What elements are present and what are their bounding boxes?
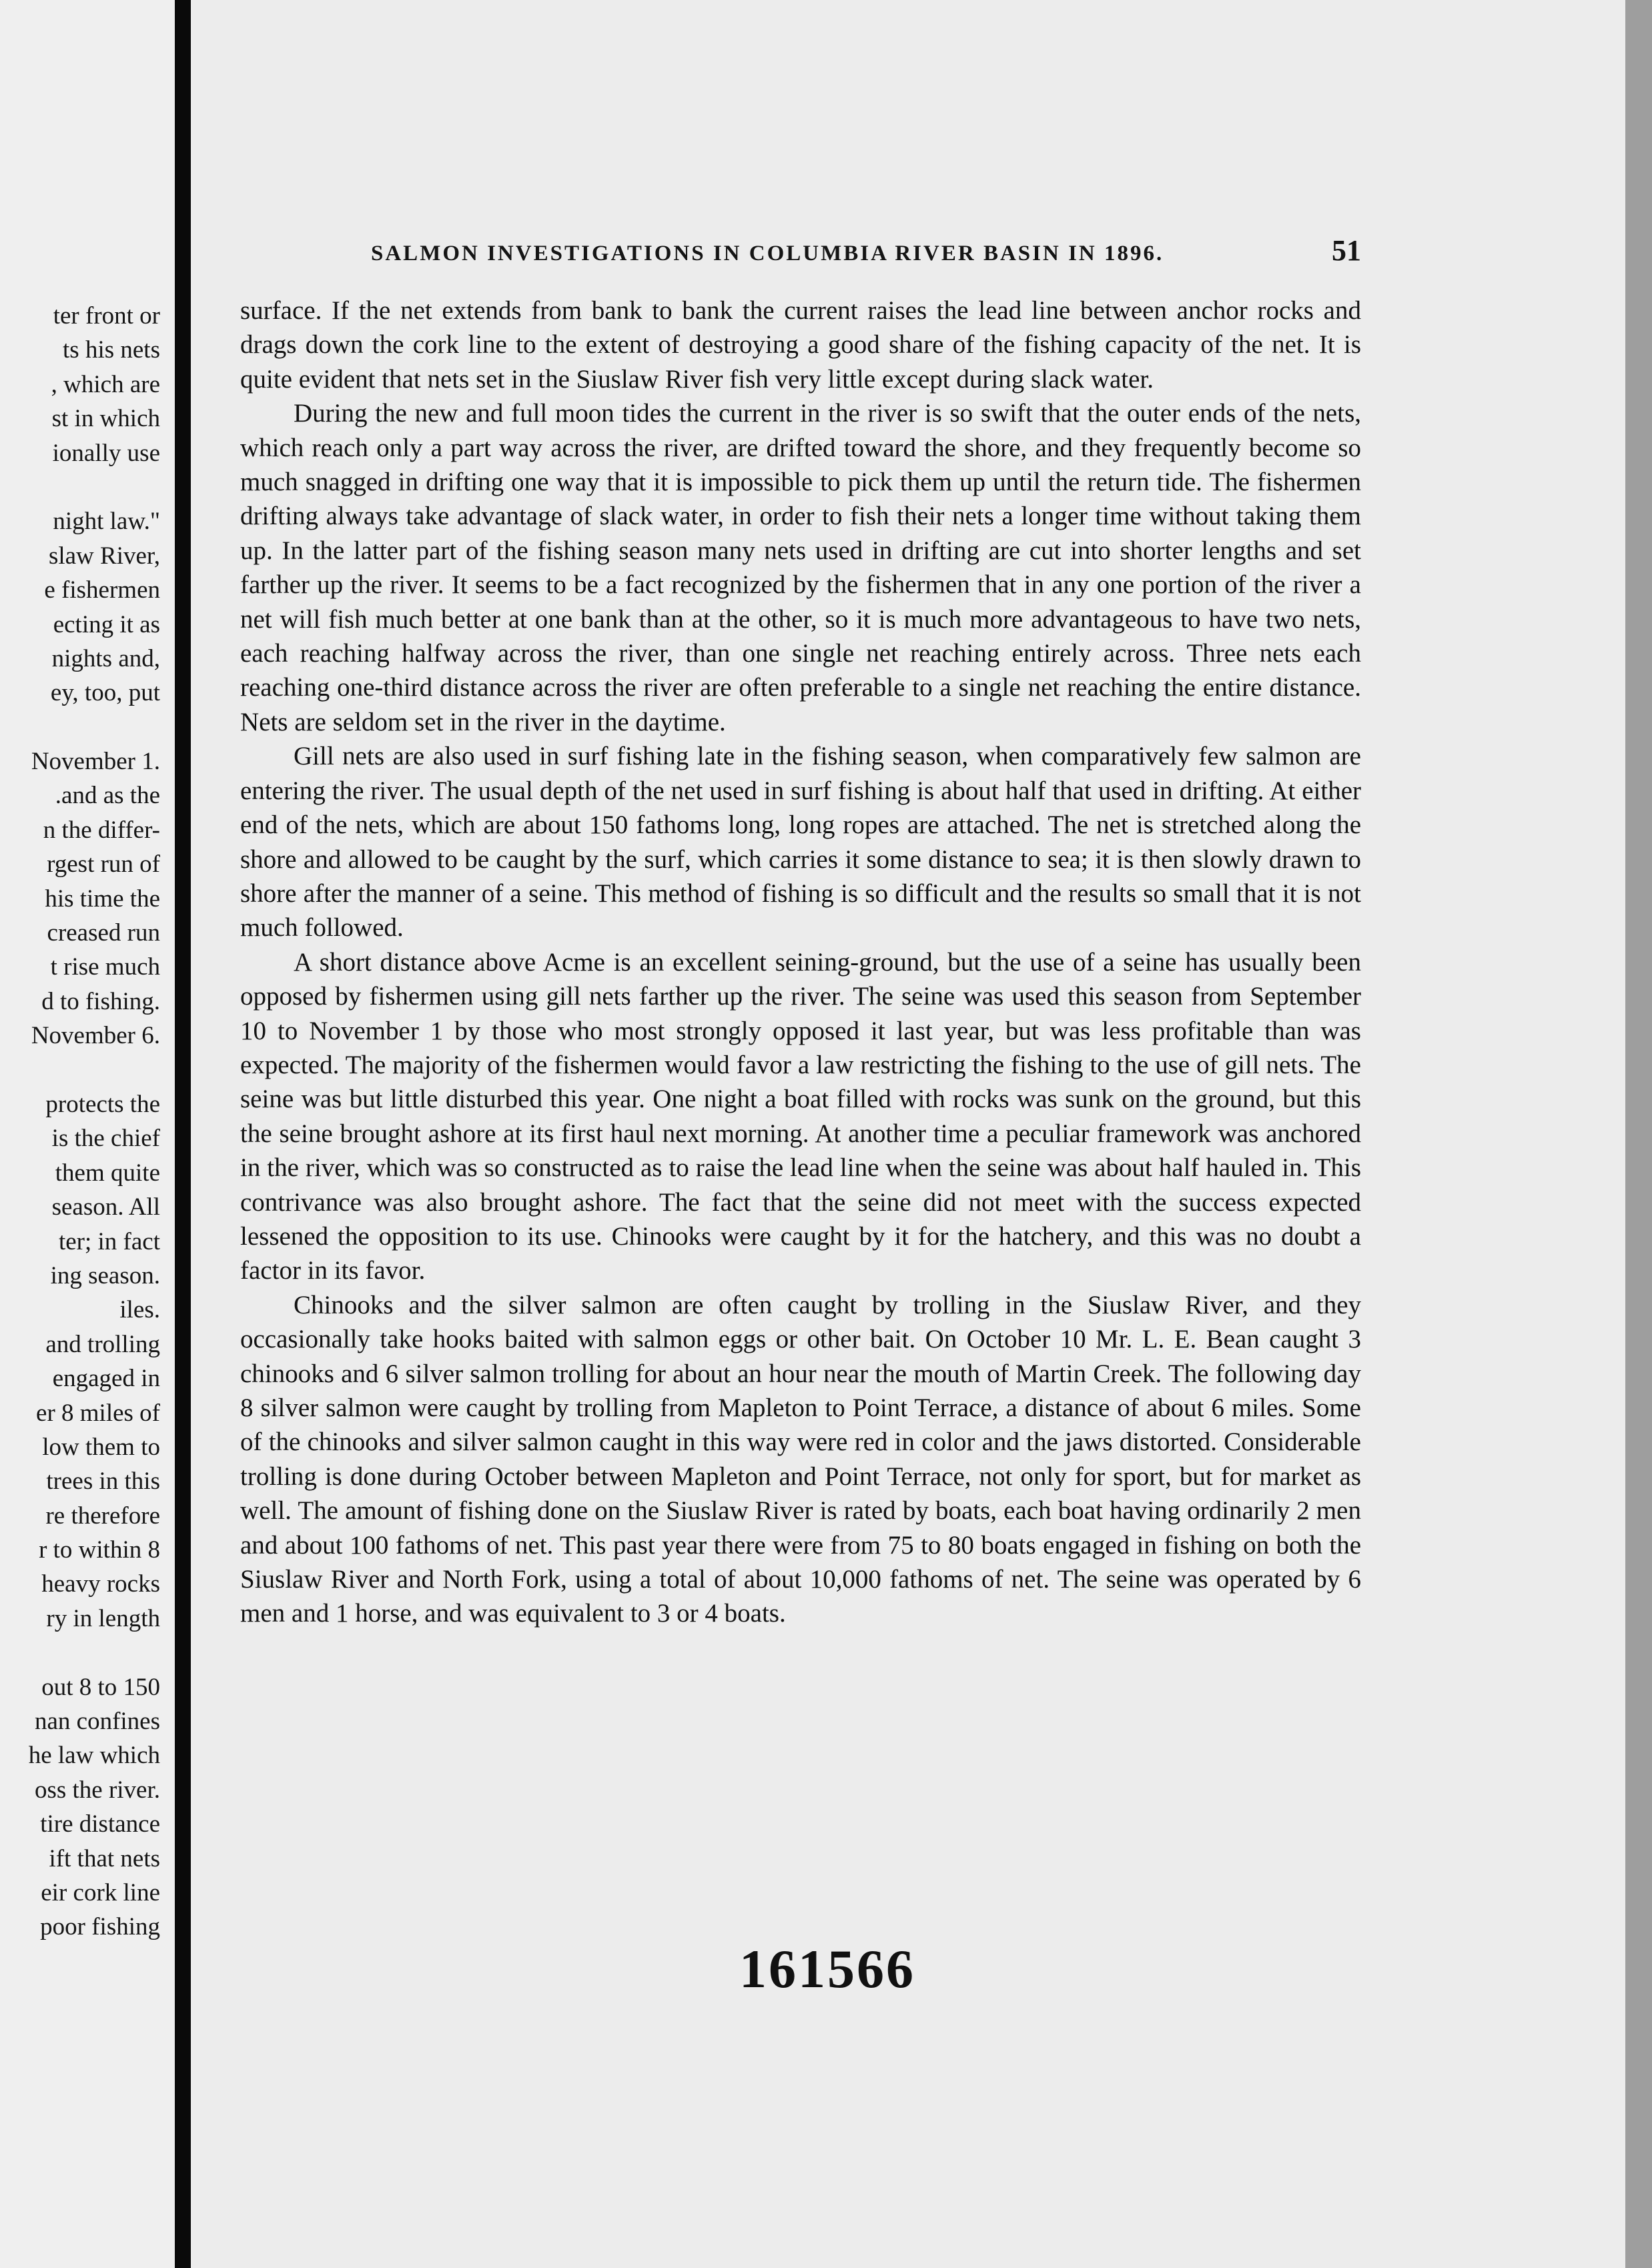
facing-page-line: his time the [45, 885, 160, 913]
facing-page-line: ecting it as [53, 610, 160, 638]
facing-page-line: low them to [42, 1433, 160, 1461]
facing-page-line [0, 710, 160, 744]
running-title: SALMON INVESTIGATIONS IN COLUMBIA RIVER BASIN IN 1896. [371, 241, 1164, 265]
facing-page-line: heavy rocks [41, 1570, 160, 1598]
facing-page-line: November 1. [31, 748, 160, 776]
facing-page-line: ry in length [46, 1604, 160, 1632]
facing-page-line: season. All [51, 1193, 160, 1221]
facing-page-line: iles. [119, 1296, 160, 1324]
facing-page-line: creased run [47, 919, 160, 947]
facing-page-line: re therefore [45, 1502, 160, 1530]
paragraph: During the new and full moon tides the current in the river is so swift that the outer ends of the nets, which reach only a part way across the river, are drifted toward the shore, and they frequently become so much snagged in drifting one way that it is impossible to pick them up until the return tide. The fishermen drifting always take advantage of slack water, in order to fish their nets a longer time without taking them up. In the latter part of the fishing season many nets used in drifting are cut into shorter lengths and set farther up the river. It seems to be a fact recognized by the fishermen that in any one portion of the river a net will fish much better at one bank than at the other, so it is much more advantageous to have two nets, each reaching halfway across the river, than one single net reaching entirely across. Three nets each reaching one-third distance across the river are often preferable to a single net reaching the entire distance. Nets are seldom set in the river in the daytime. [240, 399, 1361, 736]
body-text [240, 294, 1361, 1631]
accession-stamp-number: 161566 [739, 1938, 915, 1999]
facing-page-line: ionally use [52, 439, 160, 467]
facing-page-fragment [0, 0, 175, 2268]
facing-page-line: them quite [55, 1159, 160, 1187]
facing-page-line: eir cork line [41, 1878, 160, 1906]
facing-page-line: ey, too, put [50, 679, 160, 707]
paragraph: Chinooks and the silver salmon are often caught by trolling in the Siuslaw River, and they occasionally take hooks baited with salmon eggs or other bait. On October 10 Mr. L. E. Bean caught 3 chinooks and 6 silver salmon trolling for about an hour near the mouth of Martin Creek. The following day 8 silver salmon were caught by trolling from Mapleton to Point Terrace, a distance of about 6 miles. Some of the chinooks and silver salmon caught in this way were red in color and the jaws distorted. Considerable trolling is done during October between Mapleton and Point Terrace, not only for sport, but for market as well. The amount of fishing done on the Siuslaw River is rated by boats, each boat having ordinarily 2 men and about 100 fathoms of net. This past year there were from 75 to 80 boats engaged in fishing on both the Siuslaw River and North Fork, using a total of about 10,000 fathoms of net. The seine was operated by 6 men and 1 horse, and was equivalent to 3 or 4 boats. [240, 1290, 1361, 1628]
facing-page-line: nan confines [34, 1708, 160, 1736]
facing-page-line: d to fishing. [41, 987, 160, 1015]
facing-page-line: ter; in fact [58, 1227, 160, 1255]
facing-page-line: ter front or [53, 302, 160, 330]
book-gutter [175, 0, 191, 2268]
facing-page-line: November 6. [31, 1022, 160, 1050]
page-edge [1625, 0, 1652, 2268]
facing-page-line: oss the river. [34, 1776, 160, 1804]
facing-page-line: poor fishing [40, 1913, 160, 1941]
facing-page-line: e fishermen [44, 576, 160, 604]
paragraph: surface. If the net extends from bank to bank the current raises the lead line between anchor rocks and drags down the cork line to the extent of destroying a good share of the fishing capacity of the net. It is quite evident that nets set in the Siuslaw River fish very little except during slack water. [240, 296, 1361, 394]
facing-page-text [0, 299, 160, 1944]
facing-page-line [0, 1636, 160, 1670]
facing-page-line: , which are [51, 370, 160, 398]
facing-page-line: ts his nets [63, 336, 160, 364]
facing-page-line: st in which [51, 405, 160, 433]
facing-page-line: nights and, [51, 644, 160, 672]
facing-page-line: r to within 8 [39, 1536, 160, 1564]
facing-page-line: is the chief [51, 1125, 160, 1153]
facing-page-line: protects the [45, 1090, 160, 1118]
facing-page-line: .and as the [55, 782, 160, 810]
facing-page-line: n the differ- [43, 816, 160, 844]
facing-page-line: tire distance [40, 1810, 160, 1838]
facing-page-line: out 8 to 150 [41, 1673, 160, 1701]
facing-page-line: rgest run of [47, 851, 160, 879]
facing-page-line: engaged in [52, 1365, 160, 1393]
facing-page-line: slaw River, [48, 542, 160, 570]
facing-page-line: and trolling [45, 1330, 160, 1358]
paragraph: Gill nets are also used in surf fishing late in the fishing season, when comparatively few salmon are entering the river. The usual depth of the net used in surf fishing is about half that used in drifting. At either end of the nets, which are about 150 fathoms long, long ropes are attached. The net is stretched along the shore and allowed to be caught by the surf, which carries it some distance to sea; it is then slowly drawn to shore after the manner of a seine. This method of fishing is so difficult and the results so small that it is not much followed. [240, 742, 1361, 943]
facing-page-line: t rise much [50, 953, 160, 981]
paragraph: A short distance above Acme is an excellent seining-ground, but the use of a seine has usually been opposed by fishermen using gill nets farther up the river. The seine was used this season from September 10 to November 1 by those who most strongly opposed it last year, but was less profitable than was expected. The majority of the fishermen would favor a law restricting the fishing to the use of gill nets. The seine was but little disturbed this year. One night a boat filled with rocks was sunk on the ground, but this the seine brought ashore at its first haul next morning. At another time a peculiar framework was anchored in the river, which was so constructed as to raise the lead line when the seine was about half hauled in. This contrivance was also brought ashore. The fact that the seine did not meet with the success expected lessened the opposition to its use. Chinooks were caught by it for the hatchery, and this was no doubt a factor in its favor. [240, 947, 1361, 1285]
page-number: 51 [1332, 234, 1361, 267]
facing-page-line: night law." [53, 508, 160, 536]
facing-page-line: ing season. [50, 1261, 160, 1289]
facing-page-line: er 8 miles of [36, 1399, 160, 1427]
facing-page-line: he law which [28, 1742, 160, 1770]
facing-page-line [0, 1053, 160, 1087]
facing-page-line: ift that nets [49, 1844, 160, 1872]
facing-page-line [0, 470, 160, 504]
facing-page-line: trees in this [46, 1468, 160, 1496]
